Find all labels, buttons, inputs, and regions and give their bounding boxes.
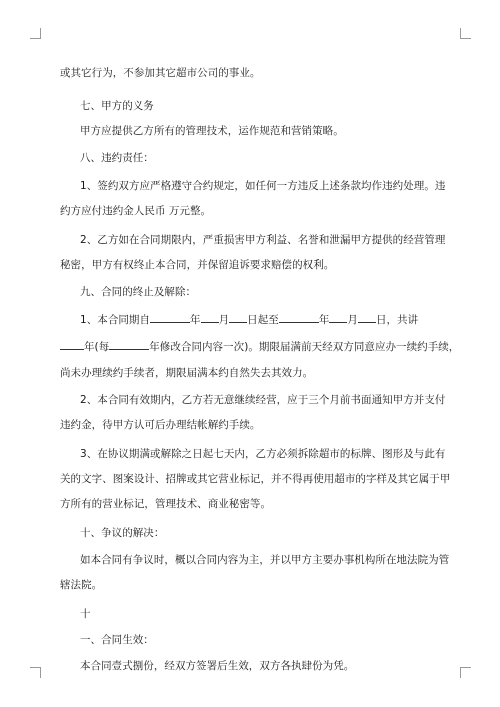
contract-term-line: 年(每 年修改合同内容一次)。期限届满前天经双方同意应办一续约手续， [60,339,459,354]
paragraph-party-a-duty: 甲方应提供乙方所有的管理技术，运作规范和营销策略。 [80,125,344,137]
contract-term-line: 1、本合同期自 年 月 日起至 年 月 日，共讲 [80,314,419,326]
blank-field [329,312,347,323]
paragraph-line: 3、在协议期满或解除之日起七天内，乙方必须拆除超市的标牌、图形及与此有 [80,448,446,460]
paragraph-line: 2、本合同有效期内，乙方若无意继续经营，应于三个月前书面通知甲方并支付 [80,394,446,406]
paragraph-line: 尚未办理续约手续者，期限届满本约自然失去其效力。 [60,367,314,379]
blank-field [109,339,149,350]
paragraph-line: 2、乙方如在合同期限内，严重损害甲方利益、名誉和泄漏甲方提供的经营管理 [80,234,446,246]
paragraph-continuation: 或其它行为，不参加其它超市公司的事业。 [60,67,261,79]
section-heading-ten: 十、争议的解决： [80,527,165,539]
paragraph-line: 关的文字、图案设计、招牌或其它营业标记，并不得再使用超市的字样及其它属于甲 [60,473,451,485]
crop-mark-top-left [30,28,41,39]
blank-field [229,312,247,323]
paragraph-line: 方所有的营业标记，管理技术、商业秘密等。 [60,498,271,510]
blank-field [150,312,190,323]
section-heading-seven: 七、甲方的义务 [80,100,154,112]
paragraph-line: 本合同壹式捌份，经双方签署后生效，双方各执肆份为凭。 [80,660,355,672]
paragraph-line: 1、签约双方应严格遵守合约规定，如任何一方违反上述条款均作违约处理。违 [80,180,446,192]
section-heading-eight: 八、违约责任： [80,152,154,164]
paragraph-line: 约方应付违约金人民币 万元整。 [60,205,212,217]
paragraph-line: 违约金，待甲方认可后办理结帐解约手续。 [60,419,261,431]
crop-mark-bottom-left [30,667,41,678]
blank-field [60,339,84,350]
paragraph-line: 如本合同有争议时，概以合同内容为主，并以甲方主要办事机构所在地法院为管 [80,554,450,566]
crop-mark-top-right [460,28,471,39]
paragraph-line: 秘密，甲方有权终止本合同，并保留追诉要求赔偿的权利。 [60,259,335,271]
blank-field [358,312,376,323]
section-heading-eleven-part: 十 [80,608,91,620]
paragraph-line: 辖法院。 [60,579,103,591]
section-heading-effect: 一、合同生效： [80,634,154,646]
blank-field [279,312,319,323]
section-heading-nine: 九、合同的终止及解除： [80,286,197,298]
crop-mark-bottom-right [460,667,471,678]
blank-field [201,312,219,323]
